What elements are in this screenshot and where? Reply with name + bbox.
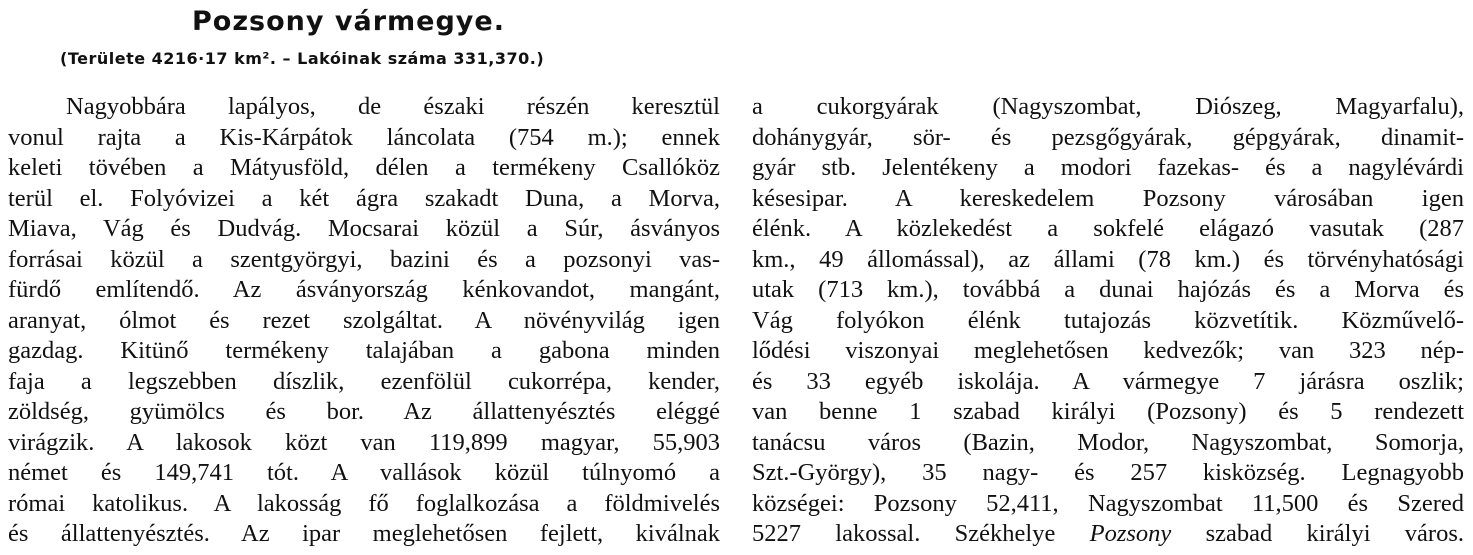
paragraph-line: gyár stb. Jelentékeny a modori fazekas- és a nagylévárdi xyxy=(752,154,1464,181)
paragraph-line: a cukorgyárak (Nagyszombat, Diószeg, Magyarfalu), xyxy=(752,93,1464,120)
paragraph-line: dohánygyár, sör- és pezsgőgyárak, gépgyárak, dinamit- xyxy=(752,123,1464,151)
seat-city-name: Pozsony xyxy=(1089,520,1172,547)
paragraph-line: községei: Pozsony 52,411, Nagyszombat 11,500 és Szered xyxy=(752,489,1464,517)
paragraph-line: és 33 egyéb iskolája. A vármegye 7 járásra oszlik; xyxy=(752,367,1464,395)
paragraph-last-line xyxy=(752,519,1464,550)
paragraph-line: fürdő említendő. Az ásványország kénkovandot, mangánt, xyxy=(8,276,720,303)
paragraph-line: faja a legszebben díszlik, ezenfölül cukorrépa, kender, xyxy=(8,367,720,395)
page-header xyxy=(0,0,1473,86)
paragraph-line: lődési viszonyai meglehetősen kedvezők; van 323 nép- xyxy=(752,337,1464,364)
paragraph-line: római katolikus. A lakosság fő foglalkozása a földmivelés xyxy=(8,489,720,517)
paragraph-line: km., 49 állomással), az állami (78 km.) és törvényhatósági xyxy=(752,245,1464,273)
paragraph-line: tanácsu város (Bazin, Modor, Nagyszombat, Somorja, xyxy=(752,428,1464,456)
left-text-column xyxy=(8,92,720,550)
right-text-column xyxy=(752,92,1464,550)
paragraph-line: Vág folyókon élénk tutajozás közvetítik. Közművelő- xyxy=(752,306,1464,334)
paragraph-line: utak (713 km.), továbbá a dunai hajózás és a Morva és xyxy=(752,276,1464,303)
paragraph-line: élénk. A közlekedést a sokfelé elágazó vasutak (287 xyxy=(752,215,1464,242)
last-line-suffix: szabad királyi város. xyxy=(1171,520,1464,547)
paragraph-line: keleti tövében a Mátyusföld, délen a termékeny Csallóköz xyxy=(8,154,720,181)
paragraph-line: Miava, Vág és Dudvág. Mocsarai közül a Súr, ásványos xyxy=(8,215,720,242)
paragraph-line: forrásai közül a szentgyörgyi, bazini és a pozsonyi vas- xyxy=(8,245,720,273)
paragraph-line: terül el. Folyóvizei a két ágra szakadt Duna, a Morva, xyxy=(8,184,720,212)
paragraph-line: Nagyobbára lapályos, de északi részén keresztül xyxy=(66,93,720,120)
paragraph-line: van benne 1 szabad királyi (Pozsony) és 5 rendezett xyxy=(752,398,1464,425)
last-line-prefix: 5227 lakossal. Székhelye xyxy=(752,520,1090,547)
paragraph-line: vonul rajta a Kis-Kárpátok láncolata (754 m.); ennek xyxy=(8,123,720,151)
page-title: Pozsony vármegye. xyxy=(192,6,505,37)
paragraph-line: német és 149,741 tót. A vallások közül túlnyomó a xyxy=(8,459,720,486)
page-subtitle: (Területe 4216·17 km². – Lakóinak száma 331,370.) xyxy=(60,49,545,68)
paragraph-line: virágzik. A lakosok közt van 119,899 magyar, 55,903 xyxy=(8,428,720,456)
paragraph-line: késesipar. A kereskedelem Pozsony városában igen xyxy=(752,184,1464,212)
paragraph-line: zöldség, gyümölcs és bor. Az állattenyésztés eléggé xyxy=(8,398,720,425)
paragraph-line: aranyat, ólmot és rezet szolgáltat. A növényvilág igen xyxy=(8,306,720,334)
paragraph-line: gazdag. Kitünő termékeny talajában a gabona minden xyxy=(8,337,720,364)
paragraph-line: Szt.-György), 35 nagy- és 257 kisközség. Legnagyobb xyxy=(752,459,1464,486)
paragraph-line: és állattenyésztés. Az ipar meglehetősen fejlett, kiválnak xyxy=(8,520,720,547)
